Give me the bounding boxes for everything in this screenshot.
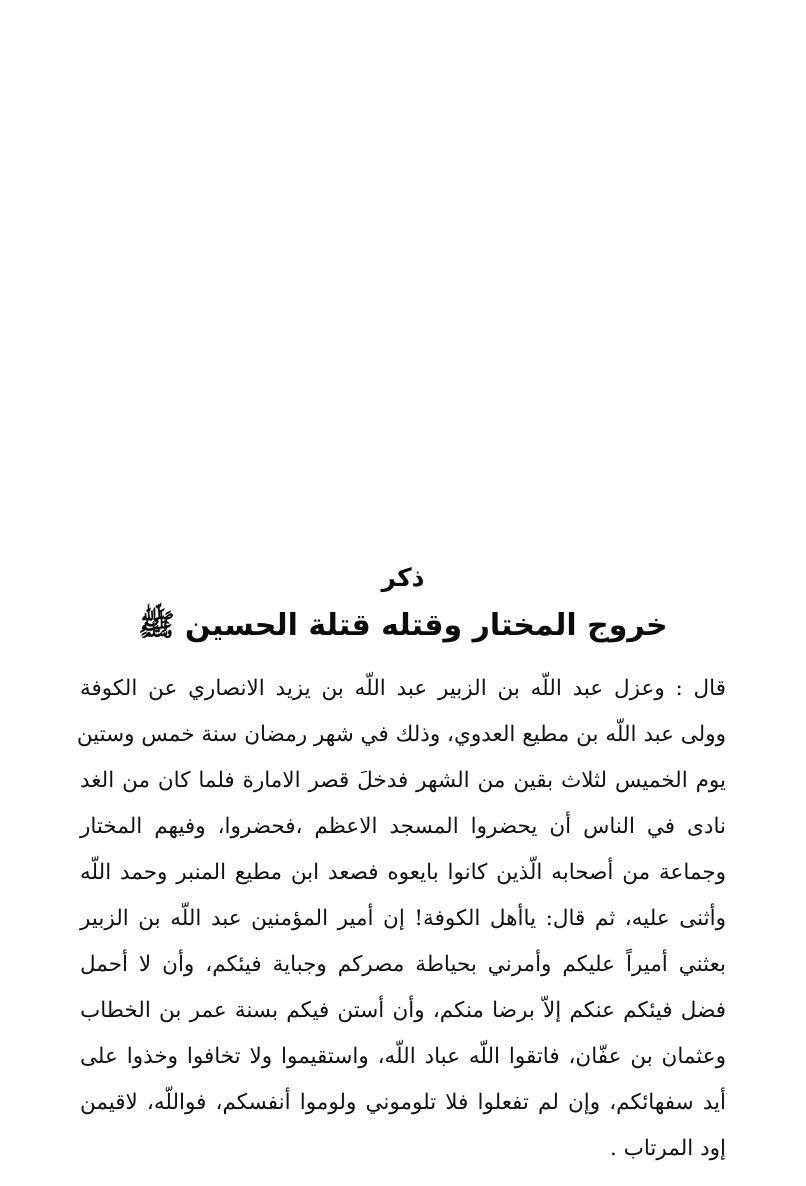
chapter-title: خروج المختار وقتله قتلة الحسين ﷺ <box>138 608 668 643</box>
text-line: قال : وعزل عبد اللّه بن الزبير عبد اللّه بن يزيد الانصاري عن الكوفة <box>80 676 726 701</box>
text-line: وولى عبد اللّه بن مطيع العدوي، وذلك في شهر رمضان سنة خمس وستين <box>76 722 726 747</box>
text-line: وعثمان بن عفّان، فاتقوا اللّه عباد اللّه، واستقيموا ولا تخافوا وخذوا على <box>80 1044 726 1069</box>
text-line: وجماعة من أصحابه الّذين كانوا بايعوه فصعد ابن مطيع المنبر وحمد اللّه <box>80 860 726 885</box>
text-line: نادى في الناس أن يحضروا المسجد الاعظم ،فحضروا، وفيهم المختار <box>80 814 726 839</box>
text-line: إود المرتاب . <box>609 1136 726 1161</box>
text-line: يوم الخميس لثلاث بقين من الشهر فدخلَ قصر الامارة فلما كان من الغد <box>80 768 726 793</box>
section-label: ذكر <box>381 563 425 592</box>
text-line: وأثنى عليه، ثم قال: ياأهل الكوفة! إن أمير المؤمنين عبد اللّه بن الزبير <box>80 906 726 931</box>
text-line: بعثني أميراً عليكم وأمرني بحياطة مصركم وجباية فيئكم، وأن لا أحمل <box>80 952 726 977</box>
text-line: فضل فيئكم عنكم إلاّ برضا منكم، وأن أستن فيكم بسنة عمر بن الخطاب <box>80 998 726 1023</box>
text-line: أيد سفهائكم، وإن لم تفعلوا فلا تلوموني ولوموا أنفسكم، فواللّه، لاقيمن <box>80 1090 726 1115</box>
body-paragraph <box>76 666 726 1172</box>
